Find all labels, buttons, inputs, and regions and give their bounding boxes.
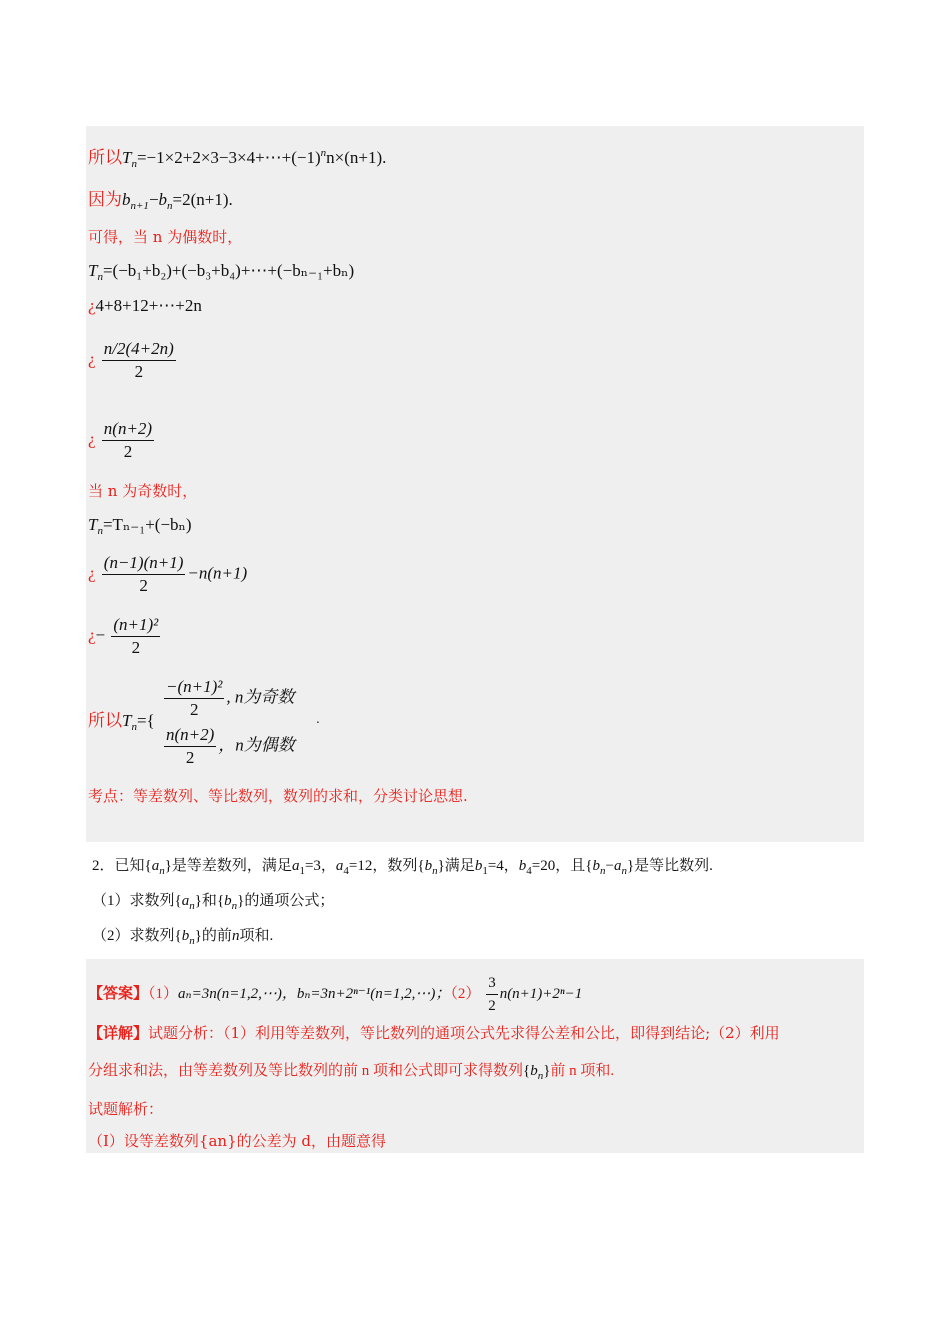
line-frac1: ¿ $\frac{n/2(4+2n)}{2}$ [88, 339, 174, 381]
detail-line-4: （Ⅰ）设等差数列{an}的公差为 d，由题意得 [88, 1132, 386, 1150]
piecewise-case-odd: $\frac{\text{−(n+1)²}}{2}$ , n为奇数 [166, 677, 295, 719]
line-tn-sum: 所以$T_n=-1\times 2+2\times 3-3\times 4+\cdots+(-1)^nn\times(n+1)$. [88, 147, 387, 170]
kaodian-line: 考点：等差数列、等比数列，数列的求和，分类讨论思想. [88, 787, 468, 805]
question2-sub2: （2）求数列$\{b_n\}$的前n项和. [92, 928, 274, 947]
fraction-2: $\frac{n(n+2)}{2}$ [103, 419, 153, 461]
line-tn-odd: $T_n=T_{n-1}+(-b_n)$ [88, 515, 192, 537]
fraction-3: $\frac{(n-1)(n+1)}{2}$ [103, 553, 184, 595]
piecewise-case-even: $\frac{n(n+2)}{2}$ ，n为偶数 [166, 725, 295, 767]
line-frac2: ¿ $\frac{n(n+2)}{2}$ [88, 419, 153, 461]
fraction-4: $\frac{\text{(n+1)²}}{2}$ [113, 615, 159, 657]
detail-line-2: 分组求和法，由等差数列及等比数列的前 n 项和公式即可求得数列$\{b_n\}$前 n 项和. [88, 1063, 615, 1082]
fraction-1: $\frac{n/2(4+2n)}{2}$ [103, 339, 174, 381]
answer-line: 【答案】（1）aₙ=3n(n=1,2,⋯)，bₙ=3n+2ⁿ⁻¹(n=1,2,⋯)；（2） $\frac{3}{2}$ n(n+1)+2ⁿ−1 [88, 972, 582, 1017]
line-tn-even: $T_n=(-b_1+b_2)+(-b_3+b_4)+\cdots+(-b_{n-1}+b_n)$ [88, 261, 355, 283]
detail-line-1: 【详解】试题分析：（1）利用等差数列，等比数列的通项公式先求得公差和公比，即得到结论;（2）利用 [88, 1024, 780, 1042]
line-frac3: ¿ $\frac{(n-1)(n+1)}{2}$ −n(n+1) [88, 553, 248, 595]
piecewise-period: . [316, 712, 320, 726]
question2-sub1: （1）求数列$\{a_n\}$和$\{b_n\}$的通项公式； [92, 893, 335, 912]
answer-fraction: $\frac{3}{2}$ [486, 972, 498, 1017]
question2-stem: 2．已知$\{a_n\}$是等差数列，满足$a_1=3$，$a_4=12$，数列$\{b_n\}$满足$b_1=4$，$b_4=20$，且$\{b_n-a_n\}$是等比数列. [92, 858, 713, 877]
line-even-intro: 可得，当 n 为偶数时， [88, 228, 243, 246]
line-sum-series: ¿4+8+12+⋯+2n [88, 296, 202, 315]
line-frac4: ¿− $\frac{\text{(n+1)²}}{2}$ [88, 615, 159, 657]
line-piecewise-prefix: 所以$T_n=${ [88, 711, 155, 733]
line-odd-intro: 当 n 为奇数时， [88, 482, 198, 500]
detail-line-3: 试题解析： [88, 1100, 164, 1118]
line-bn-diff: 因为$b_{n+1}-b_n=2(n+1)$. [88, 190, 233, 212]
